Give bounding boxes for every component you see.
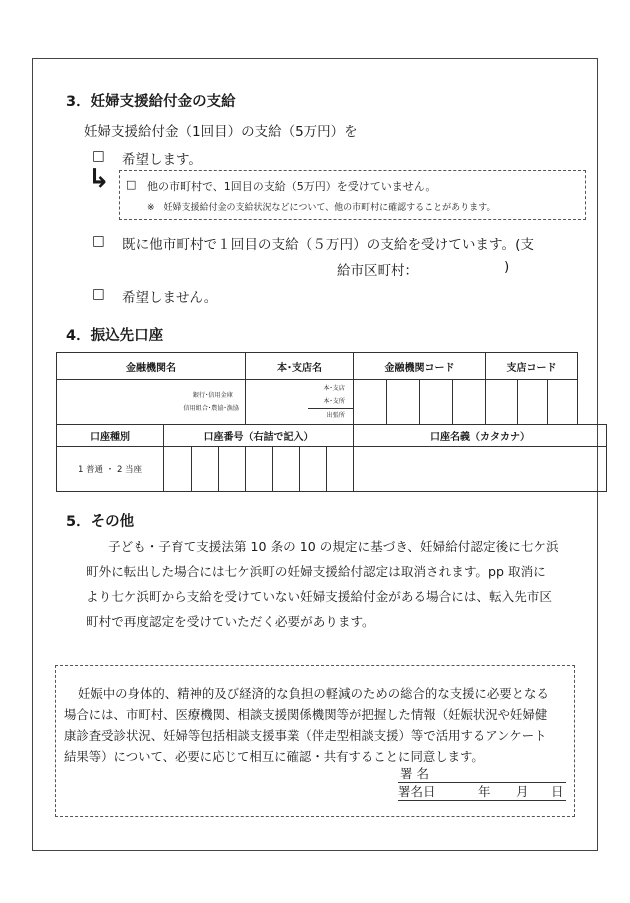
section5-line2: 町外に転出した場合には七ケ浜町の妊婦支援給付認定は取消されます。pp 取消に <box>86 564 546 579</box>
bank-code-digit[interactable] <box>420 380 453 425</box>
account-number-digit[interactable] <box>300 447 327 492</box>
branch-code-digit[interactable] <box>518 380 548 425</box>
arrow-icon: ↳ <box>88 164 110 194</box>
sub-option-checkbox[interactable]: □ <box>126 178 137 191</box>
wish-label: 希望します。 <box>122 152 202 168</box>
signature-date-field[interactable] <box>398 784 566 801</box>
header-account-name: 口座名義（カタカナ） <box>354 425 607 447</box>
section4-heading: 4．振込先口座 <box>66 328 164 344</box>
sub-option-note: ※ 妊婦支援給付金の支給状況などについて、他の市町村に確認することがあります。 <box>147 203 496 213</box>
bank-code-digit[interactable] <box>387 380 420 425</box>
consent-line4: 結果等）について、必要に応じて相互に確認・共有することに同意します。 <box>64 749 484 764</box>
branch-type-2: 本･支所 <box>323 397 345 405</box>
date-label: 署名日 <box>398 784 436 799</box>
other-municipality-name-label: 給市区町村： <box>337 263 418 279</box>
signature-field[interactable] <box>398 766 566 783</box>
other-municipality-close: ) <box>504 259 510 275</box>
bank-name-cell[interactable] <box>57 380 246 425</box>
header-account-number: 口座番号（右詰で記入） <box>164 425 354 447</box>
account-type-options[interactable]: 1 普通 ・ 2 当座 <box>57 447 164 492</box>
bank-code-digit[interactable] <box>354 380 387 425</box>
consent-line3: 康診査受診状況、妊婦等包括相談支援事業（伴走型相談支援）等で活用するアンケート <box>64 728 547 743</box>
account-number-digit-pair[interactable] <box>192 447 246 492</box>
account-name-field[interactable] <box>354 447 607 492</box>
consent-line1: 妊娠中の身体的、精神的及び経済的な負担の軽減のための総合的な支援に必要となる <box>78 686 549 701</box>
bank-type-2: 信用組合･農協･漁協 <box>183 405 239 412</box>
header-branch-code: 支店コード <box>486 353 578 380</box>
no-wish-label: 希望しません。 <box>122 290 218 306</box>
day-label: 日 <box>551 784 564 799</box>
section5-line4: 町村で再度認定を受けていただく必要があります。 <box>86 614 375 629</box>
header-account-type: 口座種別 <box>57 425 164 447</box>
branch-type-3: 出張所 <box>326 411 345 419</box>
bank-account-table <box>56 352 607 492</box>
account-number-digit[interactable] <box>273 447 300 492</box>
section5-line1: 子ども・子育て支援法第 10 条の 10 の規定に基づき、妊婦給付認定後に七ケ浜 <box>108 539 559 554</box>
consent-line2: 場合には、市町村、医療機関、相談支援関係機関等が把握した情報（妊娠状況や妊婦健 <box>64 707 548 722</box>
bank-code-digit[interactable] <box>453 380 486 425</box>
header-branch-name: 本･支店名 <box>246 353 354 380</box>
no-wish-checkbox[interactable]: □ <box>92 286 105 302</box>
other-municipality-checkbox[interactable]: □ <box>92 233 105 249</box>
header-bank-code: 金融機関コード <box>354 353 486 380</box>
sub-option-label: 他の市町村で、1回目の支給（5万円）を受けていません。 <box>147 180 437 193</box>
wish-checkbox[interactable]: □ <box>92 148 105 164</box>
year-label: 年 <box>478 784 491 799</box>
section5-line3: より七ケ浜町から支給を受けていない妊婦支援給付金がある場合には、転入先市区 <box>86 589 552 604</box>
section5-heading: 5．その他 <box>66 514 135 530</box>
other-municipality-label: 既に他市町村で１回目の支給（５万円）の支給を受けています。(支 <box>122 237 535 253</box>
header-bank-name: 金融機関名 <box>57 353 246 380</box>
account-number-digit[interactable] <box>327 447 354 492</box>
month-label: 月 <box>516 784 529 799</box>
section3-heading: 3．妊婦支援給付金の支給 <box>66 94 236 110</box>
account-number-digit[interactable] <box>164 447 192 492</box>
branch-type-1: 本･支店 <box>323 384 345 392</box>
bank-type-1: 銀行･信用金庫 <box>192 392 233 399</box>
branch-name-cell[interactable] <box>246 380 354 425</box>
branch-code-digit[interactable] <box>548 380 578 425</box>
section3-intro: 妊婦支援給付金（1回目）の支給（5万円）を <box>84 124 358 140</box>
signature-label: 署 名 <box>400 766 429 781</box>
branch-code-digit[interactable] <box>486 380 518 425</box>
account-number-digit[interactable] <box>246 447 273 492</box>
